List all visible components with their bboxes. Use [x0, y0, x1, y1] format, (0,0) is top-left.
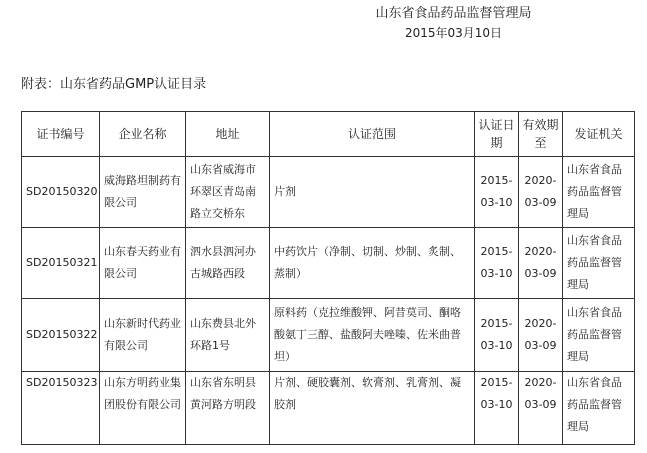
cert-date-cell: 2015-03-10 — [475, 372, 519, 445]
address-cell: 山东费县北外环路1号 — [186, 299, 270, 372]
header-issuer: 发证机关 — [563, 112, 635, 157]
company-cell: 威海路坦制药有限公司 — [100, 157, 186, 228]
valid-until-cell: 2020-03-09 — [519, 372, 563, 445]
company-cell: 山东新时代药业有限公司 — [100, 299, 186, 372]
valid-until-cell: 2020-03-09 — [519, 299, 563, 372]
scope-cell: 中药饮片（净制、切制、炒制、炙制、蒸制） — [270, 228, 475, 299]
issuing-authority: 山东省食品药品监督管理局 — [375, 6, 532, 21]
valid-until-cell: 2020-03-09 — [519, 228, 563, 299]
issuer-cell: 山东省食品药品监督管理局 — [563, 372, 635, 445]
table-row — [22, 157, 635, 228]
header-scope: 认证范围 — [270, 112, 475, 157]
table-header-row — [22, 112, 635, 157]
company-cell: 山东方明药业集团股份有限公司 — [100, 372, 186, 445]
cert-no-cell: SD20150321 — [22, 228, 100, 299]
header-company: 企业名称 — [100, 112, 186, 157]
header-cert-date: 认证日期 — [475, 112, 519, 157]
cert-no-cell: SD20150323 — [22, 372, 100, 445]
issuer-cell: 山东省食品药品监督管理局 — [563, 228, 635, 299]
address-cell: 山东省东明县黄河路方明段 — [186, 372, 270, 445]
cert-no-cell: SD20150320 — [22, 157, 100, 228]
issuer-cell: 山东省食品药品监督管理局 — [563, 157, 635, 228]
header-valid-until: 有效期至 — [519, 112, 563, 157]
attachment-title: 附表：山东省药品GMP认证目录 — [21, 77, 207, 92]
company-cell: 山东春天药业有限公司 — [100, 228, 186, 299]
scope-cell: 片剂 — [270, 157, 475, 228]
cert-no-cell: SD20150322 — [22, 299, 100, 372]
address-cell: 泗水县泗河办古城路西段 — [186, 228, 270, 299]
issue-date: 2015年03月10日 — [404, 26, 503, 40]
address-cell: 山东省威海市环翠区青岛南路立交桥东 — [186, 157, 270, 228]
cert-date-cell: 2015-03-10 — [475, 157, 519, 228]
header-cert-no: 证书编号 — [22, 112, 100, 157]
scope-cell: 原料药（克拉维酸钾、阿昔莫司、酮咯酸氨丁三醇、盐酸阿夫唑嗪、佐米曲普坦） — [270, 299, 475, 372]
cert-date-cell: 2015-03-10 — [475, 228, 519, 299]
scope-cell: 片剂、硬胶囊剂、软膏剂、乳膏剂、凝胶剂 — [270, 372, 475, 445]
gmp-certification-table — [21, 111, 635, 445]
valid-until-cell: 2020-03-09 — [519, 157, 563, 228]
table-row — [22, 228, 635, 299]
header-address: 地址 — [186, 112, 270, 157]
table-row — [22, 372, 635, 445]
cert-date-cell: 2015-03-10 — [475, 299, 519, 372]
issuer-cell: 山东省食品药品监督管理局 — [563, 299, 635, 372]
table-row — [22, 299, 635, 372]
